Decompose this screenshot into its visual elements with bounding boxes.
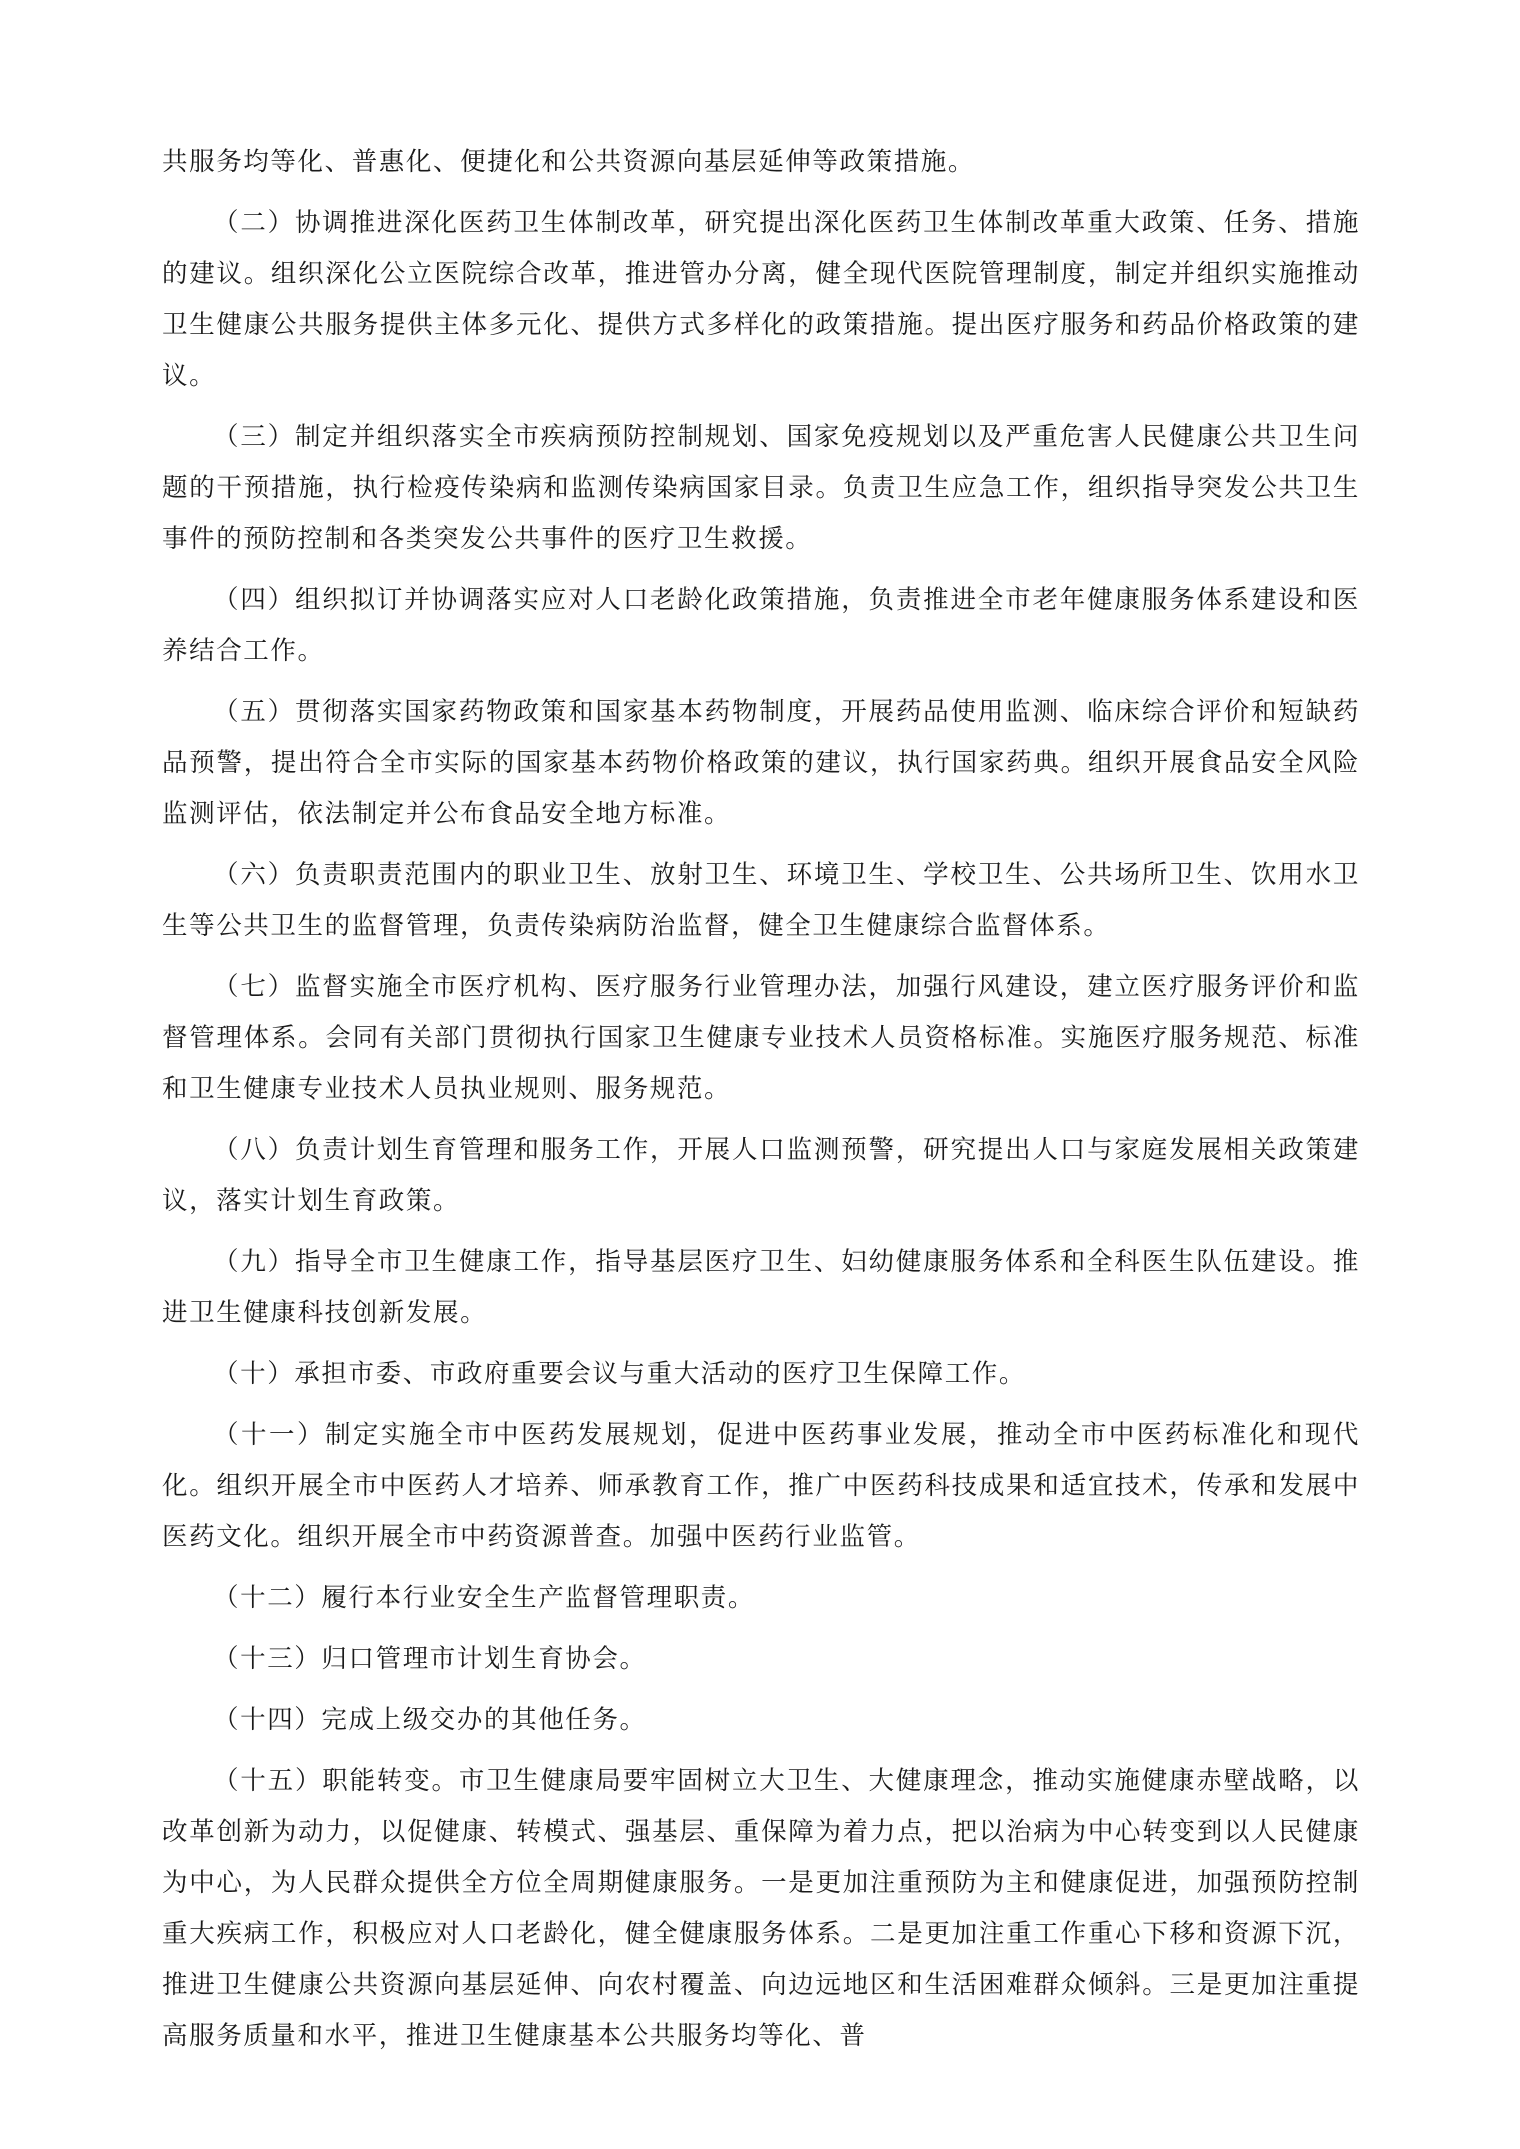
paragraph-item-14: （十四）完成上级交办的其他任务。 — [213, 1705, 647, 1735]
document-page — [162, 137, 1360, 2072]
paragraph-item-13: （十三）归口管理市计划生育协会。 — [213, 1644, 647, 1674]
paragraph-item-6: （六）负责职责范围内的职业卫生、放射卫生、环境卫生、学校卫生、公共场所卫生、饮用水卫生等公共卫生的监督管理，负责传染病防治监督，健全卫生健康综合监督体系。 — [162, 860, 1360, 941]
paragraph-continuation: 共服务均等化、普惠化、便捷化和公共资源向基层延伸等政策措施。 — [162, 147, 976, 177]
paragraph-item-2: （二）协调推进深化医药卫生体制改革，研究提出深化医药卫生体制改革重大政策、任务、措施的建议。组织深化公立医院综合改革，推进管办分离，健全现代医院管理制度，制定并组织实施推动卫生健康公共服务提供主体多元化、提供方式多样化的政策措施。提出医疗服务和药品价格政策的建议。 — [162, 208, 1360, 391]
paragraph-item-3: （三）制定并组织落实全市疾病预防控制规划、国家免疫规划以及严重危害人民健康公共卫生问题的干预措施，执行检疫传染病和监测传染病国家目录。负责卫生应急工作，组织指导突发公共卫生事件的预防控制和各类突发公共事件的医疗卫生救援。 — [162, 422, 1360, 554]
paragraph-item-11: （十一）制定实施全市中医药发展规划，促进中医药事业发展，推动全市中医药标准化和现代化。组织开展全市中医药人才培养、师承教育工作，推广中医药科技成果和适宜技术，传承和发展中医药文化。组织开展全市中药资源普查。加强中医药行业监管。 — [162, 1420, 1360, 1552]
paragraph-item-8: （八）负责计划生育管理和服务工作，开展人口监测预警，研究提出人口与家庭发展相关政策建议，落实计划生育政策。 — [162, 1135, 1360, 1216]
paragraph-item-10: （十）承担市委、市政府重要会议与重大活动的医疗卫生保障工作。 — [213, 1359, 1027, 1389]
paragraph-item-15: （十五）职能转变。市卫生健康局要牢固树立大卫生、大健康理念，推动实施健康赤壁战略，以改革创新为动力，以促健康、转模式、强基层、重保障为着力点，把以治病为中心转变到以人民健康为中心，为人民群众提供全方位全周期健康服务。一是更加注重预防为主和健康促进，加强预防控制重大疾病工作，积极应对人口老龄化，健全健康服务体系。二是更加注重工作重心下移和资源下沉，推进卫生健康公共资源向基层延伸、向农村覆盖、向边远地区和生活困难群众倾斜。三是更加注重提高服务质量和水平，推进卫生健康基本公共服务均等化、普 — [162, 1766, 1360, 2051]
paragraph-item-12: （十二）履行本行业安全生产监督管理职责。 — [213, 1583, 756, 1613]
paragraph-item-7: （七）监督实施全市医疗机构、医疗服务行业管理办法，加强行风建设，建立医疗服务评价和监督管理体系。会同有关部门贯彻执行国家卫生健康专业技术人员资格标准。实施医疗服务规范、标准和卫生健康专业技术人员执业规则、服务规范。 — [162, 972, 1360, 1104]
paragraph-item-9: （九）指导全市卫生健康工作，指导基层医疗卫生、妇幼健康服务体系和全科医生队伍建设。推进卫生健康科技创新发展。 — [162, 1247, 1360, 1328]
paragraph-item-5: （五）贯彻落实国家药物政策和国家基本药物制度，开展药品使用监测、临床综合评价和短缺药品预警，提出符合全市实际的国家基本药物价格政策的建议，执行国家药典。组织开展食品安全风险监测评估，依法制定并公布食品安全地方标准。 — [162, 697, 1360, 829]
paragraph-item-4: （四）组织拟订并协调落实应对人口老龄化政策措施，负责推进全市老年健康服务体系建设和医养结合工作。 — [162, 585, 1360, 666]
